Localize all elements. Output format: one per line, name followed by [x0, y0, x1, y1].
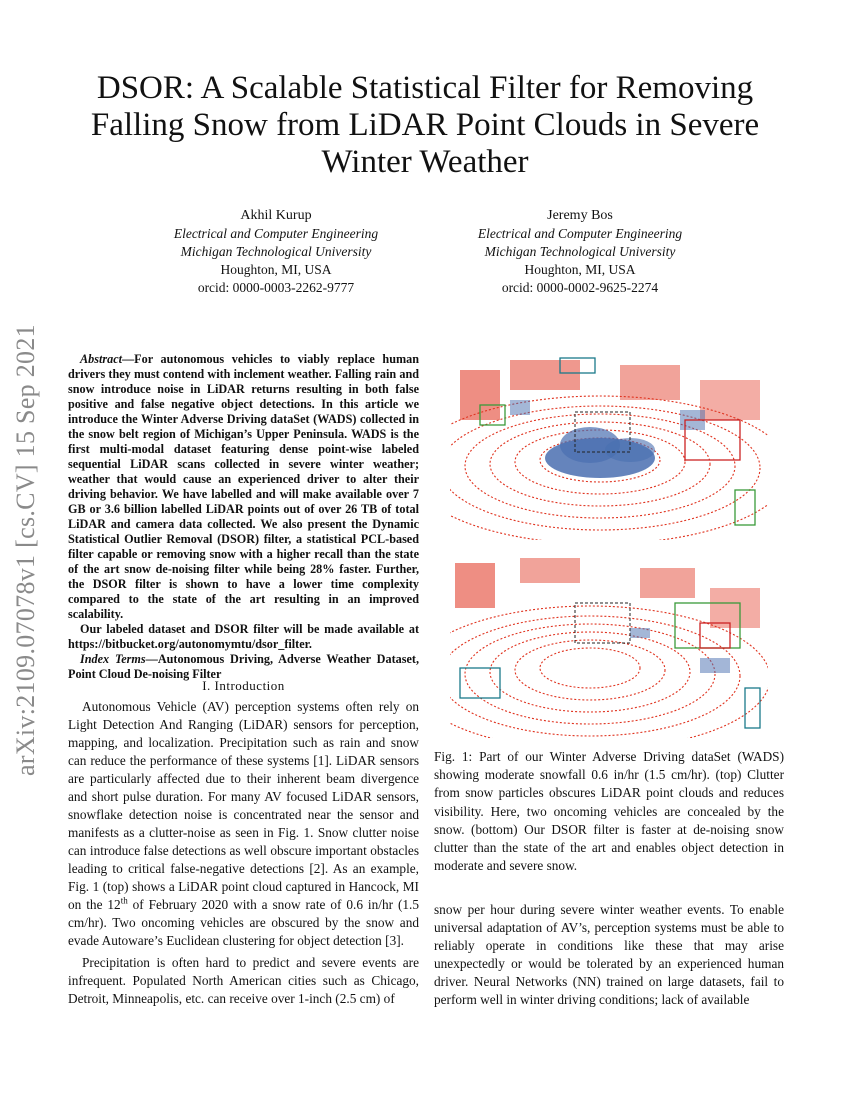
index-terms-text: —Autonomous Driving, Adverse Weather Dataset, Point Cloud De-noising Filter	[68, 652, 419, 681]
abstract	[68, 352, 419, 682]
intro-sup: th	[120, 895, 128, 906]
author-name: Akhil Kurup	[240, 208, 312, 223]
author-name: Jeremy Bos	[547, 208, 613, 223]
right-column-text	[434, 901, 784, 1009]
section-heading: I. Introduction	[202, 678, 285, 693]
abstract-text: —For autonomous vehicles to viably replace human drivers they must contend with inclement weather. Falling rain and snow introduce noise in LiDAR returns resulting in both false positive and false negative object detections. In this article we introduce the Winter Adverse Driving dataSet (WADS) collected in the snow belt region of Michigan’s Upper Peninsula. WADS is the first multi-modal dataset featuring dense point-wise labeled sequential LiDAR scans collected in severe winter weather; weather that would cause an experienced driver to alter their driving behavior. We have labelled and will make available over 7 GB or 3.6 billion labelled LiDAR points out of over 26 TB of total LiDAR and camera data collected. We also present the Dynamic Statistical Outlier Removal (DSOR) filter, a statistical PCL-based filter capable or removing snow with a higher recall than the state of the art snow de-noising filter while being 28% faster. Further, the DSOR filter is shown to have a lower time complexity compared to the state of the art resulting in an improved scalability.	[68, 352, 419, 621]
author-block-1	[126, 207, 426, 297]
paper-title: DSOR: A Scalable Statistical Filter for Removing Falling Snow from LiDAR Point Clouds in Severe Winter Weather	[90, 70, 760, 180]
author-loc: Houghton, MI, USA	[220, 262, 332, 277]
author-block-2	[430, 207, 730, 297]
abstract-label: Abstract	[80, 352, 122, 366]
intro-text	[68, 698, 419, 1012]
index-terms-label: Index Terms	[80, 652, 146, 666]
author-univ: Michigan Technological University	[180, 244, 372, 259]
figure-bottom-dsor-filtered	[450, 548, 768, 738]
right-paragraph: snow per hour during severe winter weather events. To enable universal adaptation of AV’s, perception systems must be able to reliably operate in conditions like these that may arise unexpectedly or would be tolerated by an experienced human driver. Neural Networks (NN) trained on large datasets, fail to perform well in winter driving conditions; lack of available	[434, 902, 784, 1007]
author-orcid: orcid: 0000-0002-9625-2274	[501, 280, 659, 295]
intro-p1b: of February 2020 with a snow rate of 0.6 in/hr (1.5 cm/hr). Two oncoming vehicles are obscured by the snow and evade Autoware’s Euclidean clustering for object detection [3].	[68, 897, 419, 948]
intro-p2: Precipitation is often hard to predict and severe events are infrequent. Populated North American cities such as Chicago, Detroit, Minneapolis, etc. can receive over 1-inch (2.5 cm) of	[68, 955, 419, 1006]
arxiv-id: arXiv:2109.07078v1 [cs.CV] 15 Sep 2021	[11, 324, 40, 776]
abstract-availability: Our labeled dataset and DSOR filter will be made available at https://bitbucket.org/autonomymtu/dsor_filter.	[68, 622, 419, 651]
author-univ: Michigan Technological University	[484, 244, 676, 259]
author-loc: Houghton, MI, USA	[524, 262, 636, 277]
arxiv-stamp	[6, 300, 46, 800]
figure-top-lidar-snow	[450, 350, 768, 540]
author-orcid: orcid: 0000-0003-2262-9777	[197, 280, 355, 295]
figure-caption: Fig. 1: Part of our Winter Adverse Driving dataSet (WADS) showing moderate snowfall 0.6 in/hr (1.5 cm/hr). (top) Clutter from snow particles obscures LiDAR point clouds and reduces visibility. Here, two oncoming vehicles are concealed by the snow. (bottom) Our DSOR filter is faster at de-noising snow clutter than the state of the art and enables object detection in moderate and severe snow.	[434, 749, 784, 874]
intro-p1a: Autonomous Vehicle (AV) perception systems often rely on Light Detection And Ranging (LiDAR) sensors for perception, mapping, and localization. Precipitation such as rain and snow can reduce the performance of these systems [1]. LiDAR sensors are particularly affected due to their inherent beam divergence and short pulse duration. For many AV focused LiDAR sensors, snowflake detection noise is concentrated near the sensor and manifests as a clutter-noise as seen in Fig. 1. Snow clutter noise can introduce false detections as well obscure important obstacles leading to critical false-negative detections [2]. As an example, Fig. 1 (top) shows a LiDAR point cloud captured in Hancock, MI on the 12	[68, 699, 419, 912]
author-dept: Electrical and Computer Engineering	[477, 226, 683, 241]
author-dept: Electrical and Computer Engineering	[173, 226, 379, 241]
